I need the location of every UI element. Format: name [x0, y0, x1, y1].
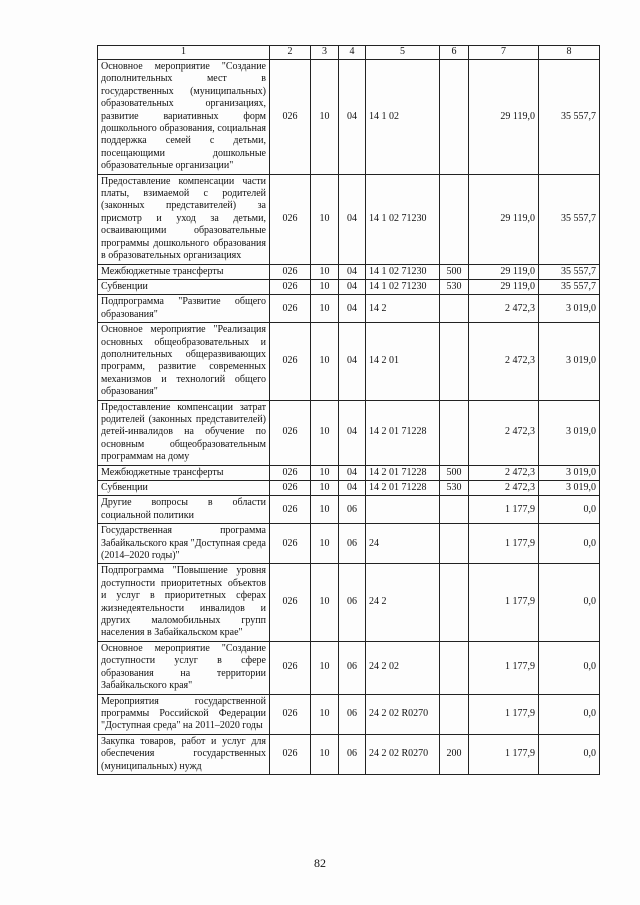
ministry-code-cell: 026: [270, 279, 311, 294]
amount-column-7-cell: 29 119,0: [469, 174, 539, 264]
amount-column-7-cell: 1 177,9: [469, 734, 539, 774]
subsection-code-cell: 04: [339, 279, 366, 294]
target-article-cell: [366, 496, 440, 524]
amount-column-7-cell: 1 177,9: [469, 641, 539, 694]
section-code-cell: 10: [311, 295, 339, 323]
ministry-code-cell: 026: [270, 60, 311, 175]
target-article-cell: 14 2 01 71228: [366, 481, 440, 496]
section-code-cell: 10: [311, 60, 339, 175]
table-row: [98, 496, 600, 524]
expense-type-cell: [440, 323, 469, 400]
target-article-cell: 24 2: [366, 564, 440, 641]
expense-type-cell: [440, 295, 469, 323]
subsection-code-cell: 06: [339, 524, 366, 564]
amount-column-7-cell: 2 472,3: [469, 323, 539, 400]
subsection-code-cell: 04: [339, 465, 366, 480]
target-article-cell: 14 1 02 71230: [366, 264, 440, 279]
section-code-cell: 10: [311, 481, 339, 496]
subsection-code-cell: 04: [339, 264, 366, 279]
target-article-cell: 14 1 02 71230: [366, 174, 440, 264]
table-row: [98, 323, 600, 400]
amount-column-8-cell: 0,0: [539, 641, 600, 694]
table-row: [98, 295, 600, 323]
row-name-cell: Субвенции: [98, 279, 270, 294]
target-article-cell: 14 2 01 71228: [366, 465, 440, 480]
amount-column-8-cell: 0,0: [539, 524, 600, 564]
expense-type-cell: 500: [440, 264, 469, 279]
section-code-cell: 10: [311, 734, 339, 774]
expense-type-cell: 530: [440, 279, 469, 294]
subsection-code-cell: 04: [339, 400, 366, 465]
expense-type-cell: 500: [440, 465, 469, 480]
column-number-8: 8: [539, 46, 600, 60]
section-code-cell: 10: [311, 641, 339, 694]
ministry-code-cell: 026: [270, 400, 311, 465]
section-code-cell: 10: [311, 524, 339, 564]
amount-column-8-cell: 0,0: [539, 734, 600, 774]
expense-type-cell: [440, 694, 469, 734]
target-article-cell: 24 2 02 R0270: [366, 694, 440, 734]
table-row: [98, 465, 600, 480]
row-name-cell: Другие вопросы в области социальной политики: [98, 496, 270, 524]
expense-type-cell: [440, 524, 469, 564]
table-row: [98, 60, 600, 175]
ministry-code-cell: 026: [270, 524, 311, 564]
amount-column-8-cell: 35 557,7: [539, 264, 600, 279]
column-number-4: 4: [339, 46, 366, 60]
ministry-code-cell: 026: [270, 481, 311, 496]
amount-column-7-cell: 1 177,9: [469, 564, 539, 641]
ministry-code-cell: 026: [270, 564, 311, 641]
ministry-code-cell: 026: [270, 641, 311, 694]
row-name-cell: Предоставление компенсации затрат родителей (законных представителей) детей-инвалидов на обучение по основным общеобразовательным программам на дому: [98, 400, 270, 465]
ministry-code-cell: 026: [270, 295, 311, 323]
table-body: [98, 60, 600, 775]
section-code-cell: 10: [311, 564, 339, 641]
table-row: [98, 524, 600, 564]
amount-column-8-cell: 0,0: [539, 694, 600, 734]
target-article-cell: 24 2 02 R0270: [366, 734, 440, 774]
expense-type-cell: 200: [440, 734, 469, 774]
amount-column-7-cell: 2 472,3: [469, 295, 539, 323]
amount-column-7-cell: 29 119,0: [469, 264, 539, 279]
subsection-code-cell: 04: [339, 481, 366, 496]
subsection-code-cell: 04: [339, 60, 366, 175]
subsection-code-cell: 04: [339, 295, 366, 323]
section-code-cell: 10: [311, 465, 339, 480]
column-number-3: 3: [311, 46, 339, 60]
amount-column-8-cell: 0,0: [539, 496, 600, 524]
amount-column-8-cell: 35 557,7: [539, 174, 600, 264]
amount-column-7-cell: 1 177,9: [469, 524, 539, 564]
ministry-code-cell: 026: [270, 264, 311, 279]
subsection-code-cell: 06: [339, 641, 366, 694]
table-row: [98, 174, 600, 264]
amount-column-8-cell: 3 019,0: [539, 323, 600, 400]
ministry-code-cell: 026: [270, 734, 311, 774]
row-name-cell: Межбюджетные трансферты: [98, 465, 270, 480]
subsection-code-cell: 06: [339, 564, 366, 641]
target-article-cell: 24 2 02: [366, 641, 440, 694]
amount-column-7-cell: 2 472,3: [469, 400, 539, 465]
section-code-cell: 10: [311, 694, 339, 734]
amount-column-7-cell: 2 472,3: [469, 481, 539, 496]
target-article-cell: 24: [366, 524, 440, 564]
section-code-cell: 10: [311, 496, 339, 524]
section-code-cell: 10: [311, 400, 339, 465]
target-article-cell: 14 1 02: [366, 60, 440, 175]
ministry-code-cell: 026: [270, 174, 311, 264]
expense-type-cell: 530: [440, 481, 469, 496]
table-row: [98, 279, 600, 294]
row-name-cell: Основное мероприятие "Создание доступности услуг в сфере образования на территории Забайкальского края": [98, 641, 270, 694]
column-number-7: 7: [469, 46, 539, 60]
amount-column-8-cell: 3 019,0: [539, 481, 600, 496]
subsection-code-cell: 06: [339, 734, 366, 774]
column-number-5: 5: [366, 46, 440, 60]
column-number-2: 2: [270, 46, 311, 60]
subsection-code-cell: 06: [339, 694, 366, 734]
table-row: [98, 694, 600, 734]
section-code-cell: 10: [311, 264, 339, 279]
table-row: [98, 564, 600, 641]
table-row: [98, 264, 600, 279]
subsection-code-cell: 04: [339, 174, 366, 264]
table-row: [98, 734, 600, 774]
expense-type-cell: [440, 564, 469, 641]
ministry-code-cell: 026: [270, 694, 311, 734]
amount-column-8-cell: 35 557,7: [539, 279, 600, 294]
row-name-cell: Подпрограмма "Повышение уровня доступности приоритетных объектов и услуг в приоритетных сферах жизнедеятельности инвалидов и других маломобильных групп населения в Забайкальском крае": [98, 564, 270, 641]
amount-column-8-cell: 3 019,0: [539, 295, 600, 323]
amount-column-7-cell: 1 177,9: [469, 496, 539, 524]
row-name-cell: Подпрограмма "Развитие общего образования": [98, 295, 270, 323]
row-name-cell: Государственная программа Забайкальского края "Доступная среда (2014–2020 годы)": [98, 524, 270, 564]
amount-column-8-cell: 3 019,0: [539, 465, 600, 480]
amount-column-8-cell: 0,0: [539, 564, 600, 641]
table-row: [98, 400, 600, 465]
row-name-cell: Основное мероприятие "Создание дополнительных мест в государственных (муниципальных) образовательных организациях, развитие вариативных форм дошкольного образования, социальная поддержка семей с детьми, посещающими дошкольные образовательные организации": [98, 60, 270, 175]
expense-type-cell: [440, 496, 469, 524]
ministry-code-cell: 026: [270, 323, 311, 400]
target-article-cell: 14 2: [366, 295, 440, 323]
expense-type-cell: [440, 400, 469, 465]
target-article-cell: 14 1 02 71230: [366, 279, 440, 294]
expense-type-cell: [440, 641, 469, 694]
amount-column-7-cell: 2 472,3: [469, 465, 539, 480]
subsection-code-cell: 06: [339, 496, 366, 524]
amount-column-7-cell: 29 119,0: [469, 279, 539, 294]
expense-type-cell: [440, 174, 469, 264]
row-name-cell: Межбюджетные трансферты: [98, 264, 270, 279]
row-name-cell: Основное мероприятие "Реализация основных общеобразовательных и дополнительных общеразвивающих программ, развитие современных механизмов и технологий общего образования": [98, 323, 270, 400]
row-name-cell: Закупка товаров, работ и услуг для обеспечения государственных (муниципальных) нужд: [98, 734, 270, 774]
amount-column-8-cell: 35 557,7: [539, 60, 600, 175]
section-code-cell: 10: [311, 279, 339, 294]
section-code-cell: 10: [311, 323, 339, 400]
table-header: [98, 46, 600, 60]
subsection-code-cell: 04: [339, 323, 366, 400]
amount-column-7-cell: 1 177,9: [469, 694, 539, 734]
target-article-cell: 14 2 01 71228: [366, 400, 440, 465]
expense-type-cell: [440, 60, 469, 175]
column-number-6: 6: [440, 46, 469, 60]
target-article-cell: 14 2 01: [366, 323, 440, 400]
budget-table: [97, 45, 600, 775]
row-name-cell: Мероприятия государственной программы Российской Федерации "Доступная среда" на 2011–2020 годы: [98, 694, 270, 734]
table-row: [98, 481, 600, 496]
column-number-1: 1: [98, 46, 270, 60]
page-number: 82: [314, 856, 326, 870]
amount-column-7-cell: 29 119,0: [469, 60, 539, 175]
ministry-code-cell: 026: [270, 496, 311, 524]
ministry-code-cell: 026: [270, 465, 311, 480]
table-row: [98, 641, 600, 694]
header-row: [98, 46, 600, 60]
row-name-cell: Субвенции: [98, 481, 270, 496]
row-name-cell: Предоставление компенсации части платы, взимаемой с родителей (законных представителей) за присмотр и уход за детьми, осваивающими образовательные программы дошкольного образования в образовательных организациях: [98, 174, 270, 264]
section-code-cell: 10: [311, 174, 339, 264]
amount-column-8-cell: 3 019,0: [539, 400, 600, 465]
